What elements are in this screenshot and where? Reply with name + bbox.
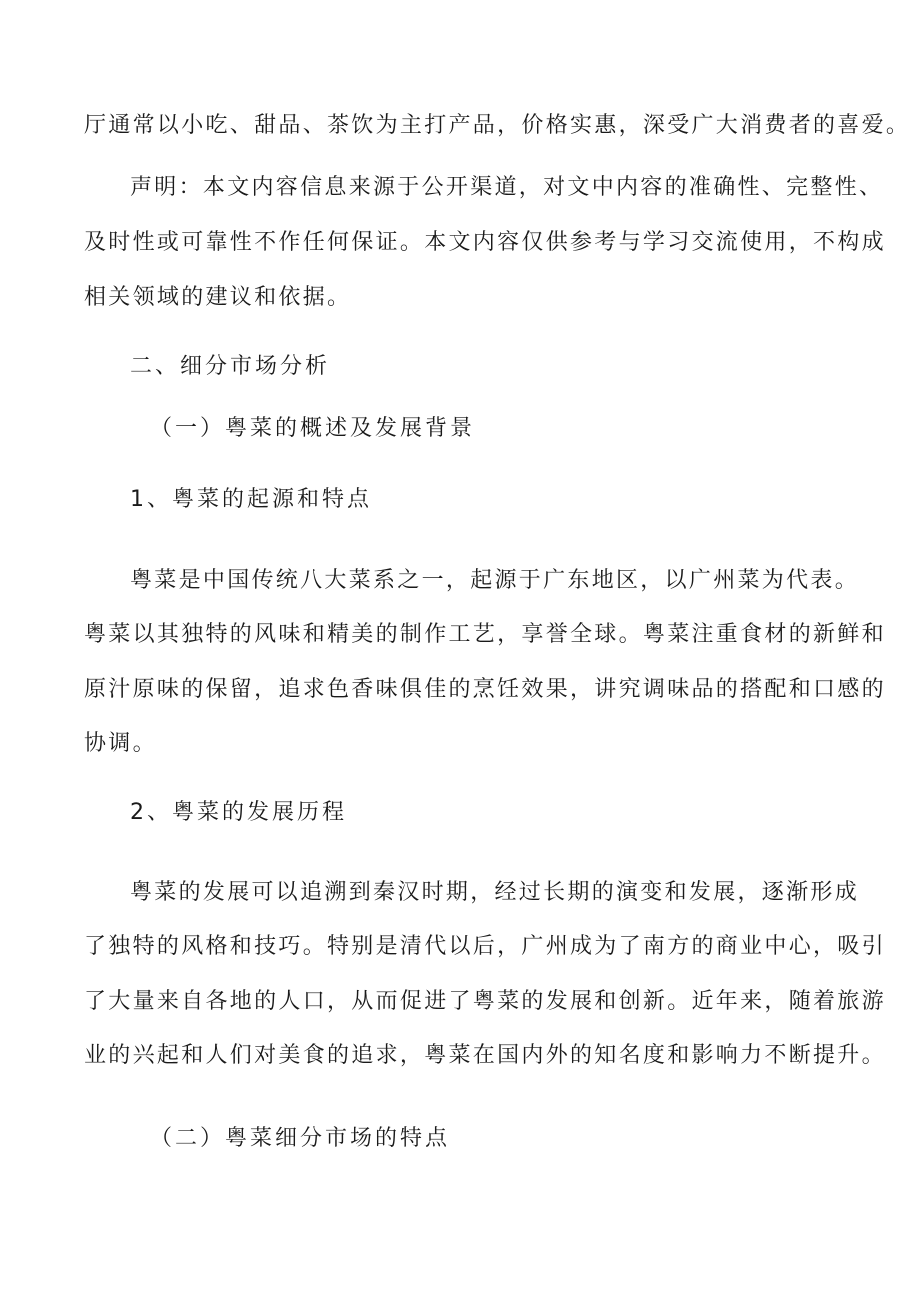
item-2-title: 2、粤菜的发展历程 [130, 800, 347, 825]
disclaimer-line-3: 相关领域的建议和依据。 [84, 285, 352, 310]
section-title: 二、细分市场分析 [130, 354, 331, 379]
intro-tail-paragraph: 厅通常以小吃、甜品、茶饮为主打产品，价格实惠，深受广大消费者的喜爱。 [84, 113, 911, 138]
subsection-title-2: （二）粤菜细分市场的特点 [150, 1126, 451, 1151]
item-1-title: 1、粤菜的起源和特点 [130, 487, 372, 512]
disclaimer-line-1: 声明：本文内容信息来源于公开渠道，对文中内容的准确性、完整性、 [130, 175, 884, 200]
item-2-body-line-2: 了独特的风格和技巧。特别是清代以后，广州成为了南方的商业中心，吸引 [84, 934, 886, 959]
disclaimer-line-2: 及时性或可靠性不作任何保证。本文内容仅供参考与学习交流使用，不构成 [84, 230, 886, 255]
item-2-body-line-3: 了大量来自各地的人口，从而促进了粤菜的发展和创新。近年来，随着旅游 [84, 989, 886, 1014]
item-1-body-line-3: 原汁原味的保留，追求色香味俱佳的烹饪效果，讲究调味品的搭配和口感的 [84, 677, 886, 702]
item-1-body-line-1: 粤菜是中国传统八大菜系之一，起源于广东地区，以广州菜为代表。 [130, 568, 860, 593]
subsection-title-1: （一）粤菜的概述及发展背景 [150, 416, 476, 441]
item-1-body-line-2: 粤菜以其独特的风味和精美的制作工艺，享誉全球。粤菜注重食材的新鲜和 [84, 622, 886, 647]
item-2-body-line-4: 业的兴起和人们对美食的追求，粤菜在国内外的知名度和影响力不断提升。 [84, 1043, 886, 1068]
item-1-body-line-4: 协调。 [84, 731, 157, 756]
item-2-body-line-1: 粤菜的发展可以追溯到秦汉时期，经过长期的演变和发展，逐渐形成 [130, 880, 860, 905]
